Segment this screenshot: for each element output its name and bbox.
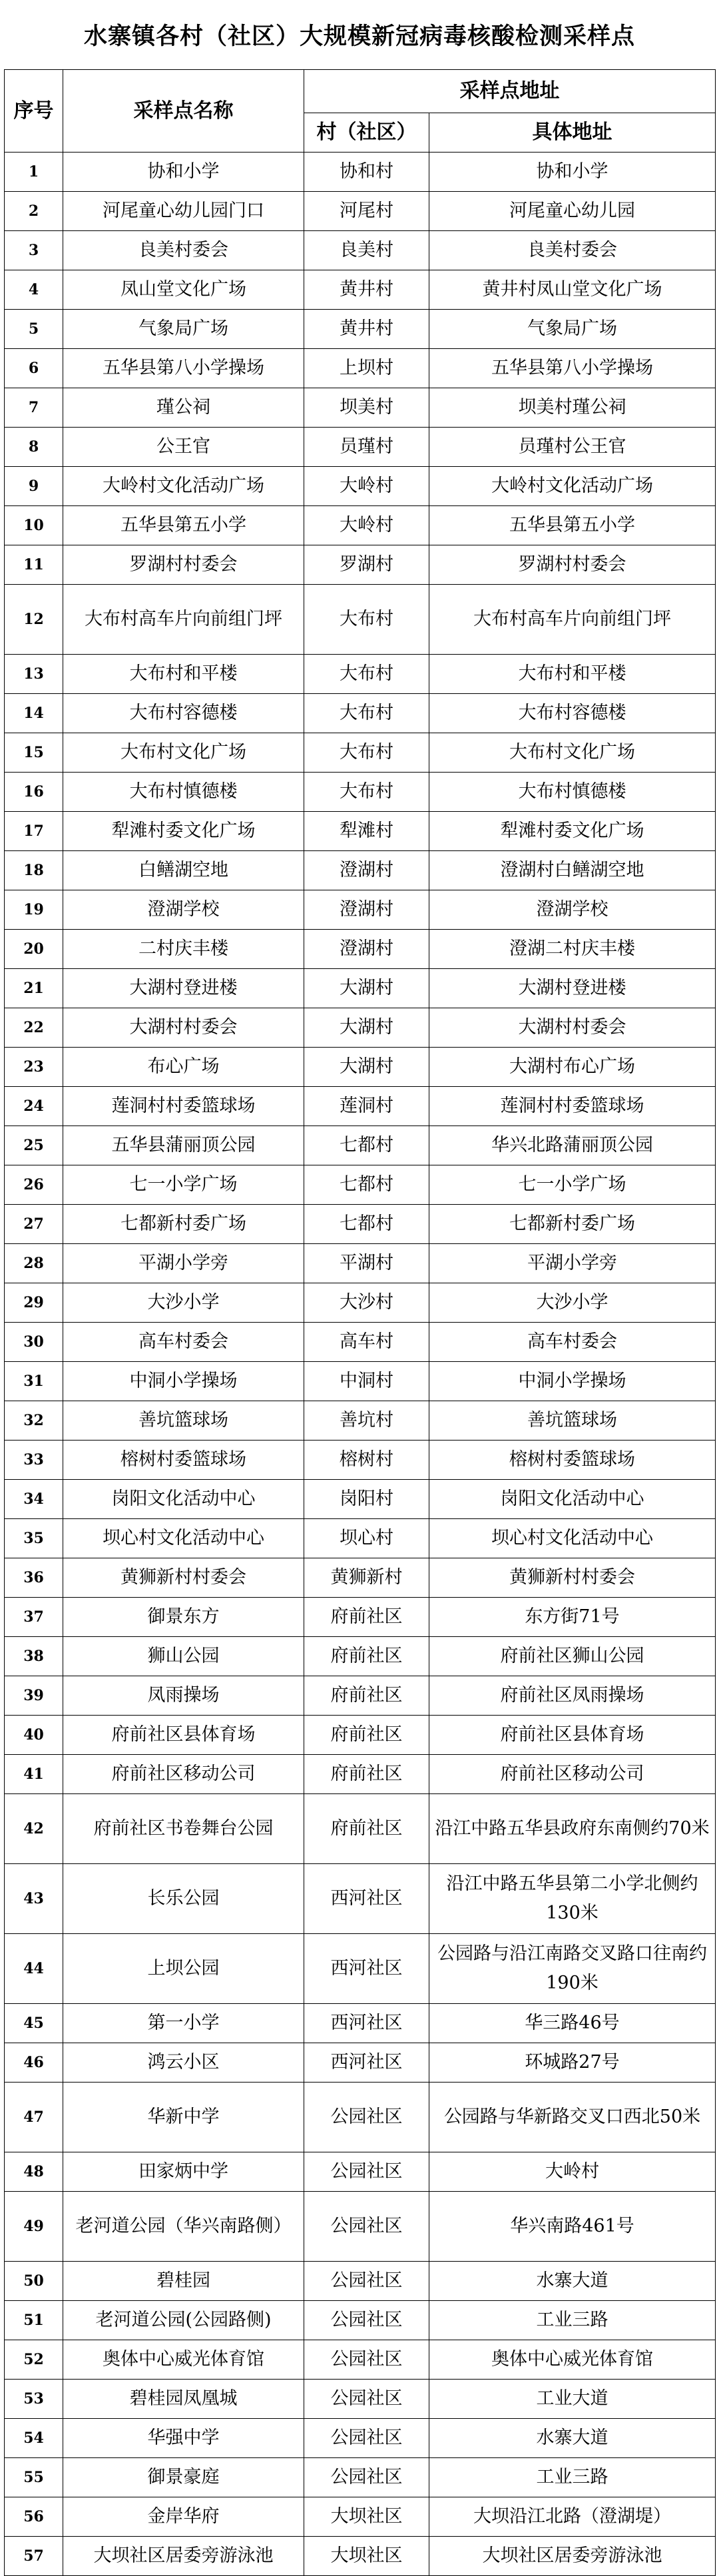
row-village: 中洞村 — [304, 1362, 429, 1401]
row-serial-no: 46 — [5, 2043, 63, 2083]
row-serial-no: 56 — [5, 2497, 63, 2537]
row-detail-address: 良美村委会 — [429, 231, 716, 270]
row-detail-address: 善坑篮球场 — [429, 1401, 716, 1441]
row-site-name: 黄狮新村村委会 — [63, 1558, 304, 1598]
row-site-name: 白鳝湖空地 — [63, 851, 304, 890]
row-site-name: 大坝社区居委旁游泳池 — [63, 2537, 304, 2576]
row-site-name: 老河道公园(公园路侧) — [63, 2301, 304, 2340]
row-village: 大坝社区 — [304, 2497, 429, 2537]
row-site-name: 碧桂园 — [63, 2262, 304, 2301]
row-site-name: 第一小学 — [63, 2004, 304, 2043]
row-village: 岗阳村 — [304, 1480, 429, 1519]
row-detail-address: 黄狮新村村委会 — [429, 1558, 716, 1598]
row-village: 坝心村 — [304, 1519, 429, 1558]
row-serial-no: 29 — [5, 1283, 63, 1323]
row-village: 七都村 — [304, 1205, 429, 1244]
row-site-name: 善坑篮球场 — [63, 1401, 304, 1441]
row-village: 协和村 — [304, 153, 429, 192]
row-serial-no: 38 — [5, 1637, 63, 1676]
row-village: 澄湖村 — [304, 930, 429, 969]
row-village: 良美村 — [304, 231, 429, 270]
row-site-name: 高车村委会 — [63, 1323, 304, 1362]
row-detail-address: 华三路46号 — [429, 2004, 716, 2043]
row-village: 大湖村 — [304, 1008, 429, 1048]
table-row — [5, 2262, 716, 2301]
table-row — [5, 428, 716, 467]
row-site-name: 大湖村村委会 — [63, 1008, 304, 1048]
row-site-name: 长乐公园 — [63, 1864, 304, 1934]
row-village: 善坑村 — [304, 1401, 429, 1441]
table-row — [5, 2419, 716, 2458]
table-row — [5, 2301, 716, 2340]
row-village: 公园社区 — [304, 2083, 429, 2152]
row-serial-no: 23 — [5, 1048, 63, 1087]
row-site-name: 莲洞村村委篮球场 — [63, 1087, 304, 1126]
row-site-name: 华新中学 — [63, 2083, 304, 2152]
row-detail-address: 气象局广场 — [429, 310, 716, 349]
table-row — [5, 1441, 716, 1480]
row-village: 大布村 — [304, 733, 429, 773]
row-site-name: 平湖小学旁 — [63, 1244, 304, 1283]
table-row — [5, 1362, 716, 1401]
row-detail-address: 澄湖二村庆丰楼 — [429, 930, 716, 969]
row-detail-address: 平湖小学旁 — [429, 1244, 716, 1283]
row-village: 河尾村 — [304, 192, 429, 231]
row-serial-no: 7 — [5, 388, 63, 428]
row-serial-no: 24 — [5, 1087, 63, 1126]
row-detail-address: 罗湖村村委会 — [429, 545, 716, 585]
row-site-name: 府前社区移动公司 — [63, 1755, 304, 1794]
row-serial-no: 40 — [5, 1716, 63, 1755]
row-site-name: 府前社区县体育场 — [63, 1716, 304, 1755]
row-detail-address: 工业三路 — [429, 2458, 716, 2497]
row-detail-address: 工业三路 — [429, 2301, 716, 2340]
row-serial-no: 49 — [5, 2192, 63, 2262]
row-site-name: 老河道公园（华兴南路侧） — [63, 2192, 304, 2262]
row-serial-no: 43 — [5, 1864, 63, 1934]
table-row — [5, 231, 716, 270]
row-serial-no: 22 — [5, 1008, 63, 1048]
row-detail-address: 沿江中路五华县第二小学北侧约130米 — [429, 1864, 716, 1934]
row-site-name: 七一小学广场 — [63, 1165, 304, 1205]
row-site-name: 大布村高车片向前组门坪 — [63, 585, 304, 655]
row-serial-no: 47 — [5, 2083, 63, 2152]
row-site-name: 大沙小学 — [63, 1283, 304, 1323]
row-detail-address: 大布村慎德楼 — [429, 773, 716, 812]
row-detail-address: 莲洞村村委篮球场 — [429, 1087, 716, 1126]
header-village: 村（社区） — [304, 113, 429, 153]
row-site-name: 公王官 — [63, 428, 304, 467]
row-detail-address: 大岭村文化活动广场 — [429, 467, 716, 506]
table-row — [5, 969, 716, 1008]
table-row — [5, 733, 716, 773]
row-detail-address: 黄井村凤山堂文化广场 — [429, 270, 716, 310]
table-row — [5, 1048, 716, 1087]
table-row — [5, 1934, 716, 2004]
row-village: 大坝社区 — [304, 2537, 429, 2576]
row-serial-no: 36 — [5, 1558, 63, 1598]
row-serial-no: 17 — [5, 812, 63, 851]
table-row — [5, 1165, 716, 1205]
row-village: 上坝村 — [304, 349, 429, 388]
row-site-name: 罗湖村村委会 — [63, 545, 304, 585]
row-serial-no: 6 — [5, 349, 63, 388]
table-row — [5, 270, 716, 310]
table-row — [5, 310, 716, 349]
row-site-name: 五华县蒲丽顶公园 — [63, 1126, 304, 1165]
table-row — [5, 153, 716, 192]
table-row — [5, 2004, 716, 2043]
row-site-name: 岗阳文化活动中心 — [63, 1480, 304, 1519]
table-row — [5, 1558, 716, 1598]
table-row — [5, 388, 716, 428]
row-detail-address: 公园路与华新路交叉口西北50米 — [429, 2083, 716, 2152]
table-row — [5, 1126, 716, 1165]
row-serial-no: 2 — [5, 192, 63, 231]
row-serial-no: 8 — [5, 428, 63, 467]
row-site-name: 布心广场 — [63, 1048, 304, 1087]
row-detail-address: 大布村文化广场 — [429, 733, 716, 773]
row-village: 澄湖村 — [304, 851, 429, 890]
row-village: 大湖村 — [304, 969, 429, 1008]
row-village: 莲洞村 — [304, 1087, 429, 1126]
row-detail-address: 大布村高车片向前组门坪 — [429, 585, 716, 655]
table-row — [5, 1283, 716, 1323]
row-site-name: 大布村容德楼 — [63, 694, 304, 733]
row-serial-no: 34 — [5, 1480, 63, 1519]
row-detail-address: 府前社区移动公司 — [429, 1755, 716, 1794]
table-row — [5, 1598, 716, 1637]
row-village: 公园社区 — [304, 2458, 429, 2497]
table-row — [5, 506, 716, 545]
row-site-name: 五华县第五小学 — [63, 506, 304, 545]
row-serial-no: 18 — [5, 851, 63, 890]
table-row — [5, 1637, 716, 1676]
row-village: 府前社区 — [304, 1637, 429, 1676]
row-village: 西河社区 — [304, 1934, 429, 2004]
row-detail-address: 水寨大道 — [429, 2262, 716, 2301]
row-site-name: 奥体中心威光体育馆 — [63, 2340, 304, 2380]
row-detail-address: 澄湖学校 — [429, 890, 716, 930]
table-row — [5, 349, 716, 388]
row-detail-address: 大湖村村委会 — [429, 1008, 716, 1048]
row-serial-no: 3 — [5, 231, 63, 270]
row-village: 坝美村 — [304, 388, 429, 428]
row-site-name: 碧桂园凤凰城 — [63, 2380, 304, 2419]
row-serial-no: 44 — [5, 1934, 63, 2004]
row-village: 府前社区 — [304, 1716, 429, 1755]
table-row — [5, 2043, 716, 2083]
row-site-name: 府前社区书卷舞台公园 — [63, 1794, 304, 1864]
table-row — [5, 192, 716, 231]
row-site-name: 榕树村委篮球场 — [63, 1441, 304, 1480]
table-row — [5, 2380, 716, 2419]
row-detail-address: 大沙小学 — [429, 1283, 716, 1323]
row-serial-no: 14 — [5, 694, 63, 733]
header-site-name: 采样点名称 — [63, 70, 304, 153]
table-row — [5, 1244, 716, 1283]
table-row — [5, 585, 716, 655]
row-serial-no: 55 — [5, 2458, 63, 2497]
row-village: 府前社区 — [304, 1755, 429, 1794]
table-body — [5, 153, 716, 2576]
row-village: 员瑾村 — [304, 428, 429, 467]
row-village: 大布村 — [304, 655, 429, 694]
row-site-name: 二村庆丰楼 — [63, 930, 304, 969]
row-site-name: 上坝公园 — [63, 1934, 304, 2004]
row-serial-no: 5 — [5, 310, 63, 349]
table-row — [5, 1519, 716, 1558]
row-site-name: 御景豪庭 — [63, 2458, 304, 2497]
row-detail-address: 奥体中心威光体育馆 — [429, 2340, 716, 2380]
row-site-name: 金岸华府 — [63, 2497, 304, 2537]
row-site-name: 大湖村登进楼 — [63, 969, 304, 1008]
row-serial-no: 13 — [5, 655, 63, 694]
row-serial-no: 25 — [5, 1126, 63, 1165]
row-site-name: 凤山堂文化广场 — [63, 270, 304, 310]
row-detail-address: 府前社区县体育场 — [429, 1716, 716, 1755]
row-village: 榕树村 — [304, 1441, 429, 1480]
row-village: 罗湖村 — [304, 545, 429, 585]
row-detail-address: 工业大道 — [429, 2380, 716, 2419]
document-title: 水寨镇各村（社区）大规模新冠病毒核酸检测采样点 — [83, 23, 635, 50]
table-row — [5, 694, 716, 733]
row-serial-no: 4 — [5, 270, 63, 310]
row-site-name: 大岭村文化活动广场 — [63, 467, 304, 506]
row-detail-address: 公园路与沿江南路交叉路口往南约190米 — [429, 1934, 716, 2004]
table-row — [5, 930, 716, 969]
table-header — [5, 70, 716, 153]
table-row — [5, 851, 716, 890]
table-row — [5, 1401, 716, 1441]
row-detail-address: 中洞小学操场 — [429, 1362, 716, 1401]
row-serial-no: 33 — [5, 1441, 63, 1480]
row-serial-no: 39 — [5, 1676, 63, 1716]
row-detail-address: 坝心村文化活动中心 — [429, 1519, 716, 1558]
header-serial-no: 序号 — [5, 70, 63, 153]
table-row — [5, 1205, 716, 1244]
row-detail-address: 澄湖村白鳝湖空地 — [429, 851, 716, 890]
table-row — [5, 655, 716, 694]
row-detail-address: 七一小学广场 — [429, 1165, 716, 1205]
row-detail-address: 大坝社区居委旁游泳池 — [429, 2537, 716, 2576]
row-village: 公园社区 — [304, 2419, 429, 2458]
table-row — [5, 1755, 716, 1794]
table-row — [5, 467, 716, 506]
row-village: 澄湖村 — [304, 890, 429, 930]
row-site-name: 五华县第八小学操场 — [63, 349, 304, 388]
row-detail-address: 华兴北路蒲丽顶公园 — [429, 1126, 716, 1165]
row-village: 府前社区 — [304, 1676, 429, 1716]
row-detail-address: 水寨大道 — [429, 2419, 716, 2458]
row-village: 黄狮新村 — [304, 1558, 429, 1598]
row-serial-no: 12 — [5, 585, 63, 655]
row-village: 平湖村 — [304, 1244, 429, 1283]
table-row — [5, 1480, 716, 1519]
row-village: 大岭村 — [304, 506, 429, 545]
row-detail-address: 坝美村瑾公祠 — [429, 388, 716, 428]
row-detail-address: 大布村容德楼 — [429, 694, 716, 733]
row-village: 公园社区 — [304, 2340, 429, 2380]
row-serial-no: 35 — [5, 1519, 63, 1558]
row-site-name: 气象局广场 — [63, 310, 304, 349]
row-detail-address: 华兴南路461号 — [429, 2192, 716, 2262]
row-serial-no: 28 — [5, 1244, 63, 1283]
row-site-name: 大布村慎德楼 — [63, 773, 304, 812]
table-row — [5, 2497, 716, 2537]
row-detail-address: 大湖村登进楼 — [429, 969, 716, 1008]
row-village: 黄井村 — [304, 310, 429, 349]
row-serial-no: 57 — [5, 2537, 63, 2576]
row-village: 公园社区 — [304, 2262, 429, 2301]
row-site-name: 犁滩村委文化广场 — [63, 812, 304, 851]
row-serial-no: 19 — [5, 890, 63, 930]
table-row — [5, 1323, 716, 1362]
row-detail-address: 五华县第八小学操场 — [429, 349, 716, 388]
row-site-name: 中洞小学操场 — [63, 1362, 304, 1401]
row-serial-no: 9 — [5, 467, 63, 506]
row-detail-address: 大布村和平楼 — [429, 655, 716, 694]
table-row — [5, 1087, 716, 1126]
row-serial-no: 53 — [5, 2380, 63, 2419]
table-row — [5, 1008, 716, 1048]
row-village: 府前社区 — [304, 1598, 429, 1637]
row-detail-address: 犁滩村委文化广场 — [429, 812, 716, 851]
row-village: 公园社区 — [304, 2192, 429, 2262]
row-serial-no: 37 — [5, 1598, 63, 1637]
row-serial-no: 27 — [5, 1205, 63, 1244]
row-village: 西河社区 — [304, 1864, 429, 1934]
table-row — [5, 890, 716, 930]
row-village: 公园社区 — [304, 2301, 429, 2340]
row-village: 大布村 — [304, 585, 429, 655]
table-row — [5, 1794, 716, 1864]
row-detail-address: 环城路27号 — [429, 2043, 716, 2083]
row-village: 七都村 — [304, 1165, 429, 1205]
row-serial-no: 50 — [5, 2262, 63, 2301]
row-site-name: 御景东方 — [63, 1598, 304, 1637]
row-detail-address: 大湖村布心广场 — [429, 1048, 716, 1087]
row-serial-no: 30 — [5, 1323, 63, 1362]
row-site-name: 鸿云小区 — [63, 2043, 304, 2083]
row-village: 七都村 — [304, 1126, 429, 1165]
row-serial-no: 45 — [5, 2004, 63, 2043]
table-row — [5, 773, 716, 812]
row-serial-no: 54 — [5, 2419, 63, 2458]
row-detail-address: 大岭村 — [429, 2152, 716, 2192]
row-serial-no: 42 — [5, 1794, 63, 1864]
row-site-name: 坝心村文化活动中心 — [63, 1519, 304, 1558]
table-row — [5, 545, 716, 585]
row-detail-address: 协和小学 — [429, 153, 716, 192]
row-serial-no: 26 — [5, 1165, 63, 1205]
row-site-name: 大布村和平楼 — [63, 655, 304, 694]
row-site-name: 华强中学 — [63, 2419, 304, 2458]
table-row — [5, 2192, 716, 2262]
row-serial-no: 1 — [5, 153, 63, 192]
table-row — [5, 2340, 716, 2380]
row-serial-no: 21 — [5, 969, 63, 1008]
table-row — [5, 1716, 716, 1755]
row-detail-address: 榕树村委篮球场 — [429, 1441, 716, 1480]
row-serial-no: 52 — [5, 2340, 63, 2380]
row-site-name: 狮山公园 — [63, 1637, 304, 1676]
table-row — [5, 1864, 716, 1934]
row-village: 黄井村 — [304, 270, 429, 310]
header-site-address: 采样点地址 — [304, 70, 716, 113]
row-village: 公园社区 — [304, 2152, 429, 2192]
row-serial-no: 48 — [5, 2152, 63, 2192]
table-row — [5, 2083, 716, 2152]
table-row — [5, 812, 716, 851]
row-site-name: 七都新村委广场 — [63, 1205, 304, 1244]
row-village: 犁滩村 — [304, 812, 429, 851]
row-detail-address: 东方街71号 — [429, 1598, 716, 1637]
row-serial-no: 11 — [5, 545, 63, 585]
row-site-name: 河尾童心幼儿园门口 — [63, 192, 304, 231]
row-village: 府前社区 — [304, 1794, 429, 1864]
row-serial-no: 51 — [5, 2301, 63, 2340]
row-village: 西河社区 — [304, 2004, 429, 2043]
table-row — [5, 2458, 716, 2497]
row-serial-no: 16 — [5, 773, 63, 812]
row-detail-address: 岗阳文化活动中心 — [429, 1480, 716, 1519]
row-site-name: 良美村委会 — [63, 231, 304, 270]
row-site-name: 凤雨操场 — [63, 1676, 304, 1716]
row-detail-address: 七都新村委广场 — [429, 1205, 716, 1244]
row-serial-no: 10 — [5, 506, 63, 545]
row-detail-address: 高车村委会 — [429, 1323, 716, 1362]
table-row — [5, 2537, 716, 2576]
header-detail-address: 具体地址 — [429, 113, 716, 153]
row-serial-no: 31 — [5, 1362, 63, 1401]
sampling-sites-table — [4, 69, 716, 2576]
row-site-name: 大布村文化广场 — [63, 733, 304, 773]
row-site-name: 协和小学 — [63, 153, 304, 192]
table-row — [5, 1676, 716, 1716]
row-village: 大布村 — [304, 694, 429, 733]
row-detail-address: 大坝沿江北路（澄湖堤） — [429, 2497, 716, 2537]
row-village: 大岭村 — [304, 467, 429, 506]
row-site-name: 瑾公祠 — [63, 388, 304, 428]
row-village: 高车村 — [304, 1323, 429, 1362]
row-village: 大布村 — [304, 773, 429, 812]
row-village: 公园社区 — [304, 2380, 429, 2419]
row-detail-address: 府前社区凤雨操场 — [429, 1676, 716, 1716]
row-serial-no: 41 — [5, 1755, 63, 1794]
table-row — [5, 2152, 716, 2192]
row-village: 大湖村 — [304, 1048, 429, 1087]
row-site-name: 田家炳中学 — [63, 2152, 304, 2192]
row-serial-no: 15 — [5, 733, 63, 773]
row-detail-address: 河尾童心幼儿园 — [429, 192, 716, 231]
row-serial-no: 32 — [5, 1401, 63, 1441]
row-detail-address: 五华县第五小学 — [429, 506, 716, 545]
row-village: 大沙村 — [304, 1283, 429, 1323]
row-village: 西河社区 — [304, 2043, 429, 2083]
row-detail-address: 员瑾村公王官 — [429, 428, 716, 467]
row-site-name: 澄湖学校 — [63, 890, 304, 930]
row-detail-address: 府前社区狮山公园 — [429, 1637, 716, 1676]
row-serial-no: 20 — [5, 930, 63, 969]
row-detail-address: 沿江中路五华县政府东南侧约70米 — [429, 1794, 716, 1864]
